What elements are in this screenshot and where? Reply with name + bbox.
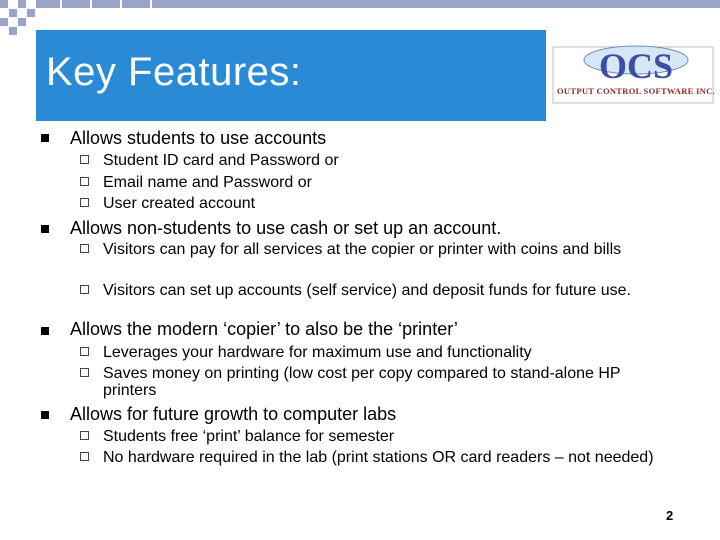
- sub-bullet-item: Student ID card and Password or: [103, 152, 339, 169]
- sub-bullet-item: Students free ‘print’ balance for semester: [103, 428, 395, 445]
- bullet-item: Allows for future growth to computer labs: [70, 404, 397, 424]
- slide-title: Key Features:: [46, 50, 302, 94]
- sub-bullet-item: Email name and Password or: [103, 174, 312, 191]
- logo-tagline: OUTPUT CONTROL SOFTWARE INC.: [557, 86, 715, 96]
- checkbox-bullet-icon: [80, 155, 89, 164]
- sub-bullet-item: Saves money on printing (low cost per copy compared to stand-alone HP printers: [103, 365, 621, 399]
- page-number: 2: [666, 508, 674, 523]
- checkbox-bullet-icon: [80, 244, 89, 253]
- sub-bullet-item: Leverages your hardware for maximum use and functionality: [103, 344, 532, 361]
- sub-bullet-item: No hardware required in the lab (print stations OR card readers – not needed): [103, 449, 654, 466]
- square-bullet-icon: [41, 327, 49, 335]
- sub-bullet-item: Visitors can pay for all services at the copier or printer with coins and bills: [103, 241, 622, 258]
- bullet-item: Allows non-students to use cash or set up an account.: [70, 218, 502, 238]
- sub-bullet-item: User created account: [103, 195, 256, 212]
- square-bullet-icon: [41, 134, 49, 142]
- checkbox-bullet-icon: [80, 431, 89, 440]
- logo-text: OCS: [598, 46, 674, 86]
- checkbox-bullet-icon: [80, 177, 89, 186]
- bullet-item: Allows the modern ‘copier’ to also be the ‘printer’: [70, 319, 458, 339]
- checkbox-bullet-icon: [80, 285, 89, 294]
- checkbox-bullet-icon: [80, 347, 89, 356]
- checkbox-bullet-icon: [80, 452, 89, 461]
- square-bullet-icon: [41, 411, 49, 419]
- checkbox-bullet-icon: [80, 198, 89, 207]
- sub-bullet-item: Visitors can set up accounts (self service) and deposit funds for future use.: [103, 282, 631, 299]
- bullet-item: Allows students to use accounts: [70, 128, 327, 148]
- checkbox-bullet-icon: [80, 368, 89, 377]
- square-bullet-icon: [41, 225, 49, 233]
